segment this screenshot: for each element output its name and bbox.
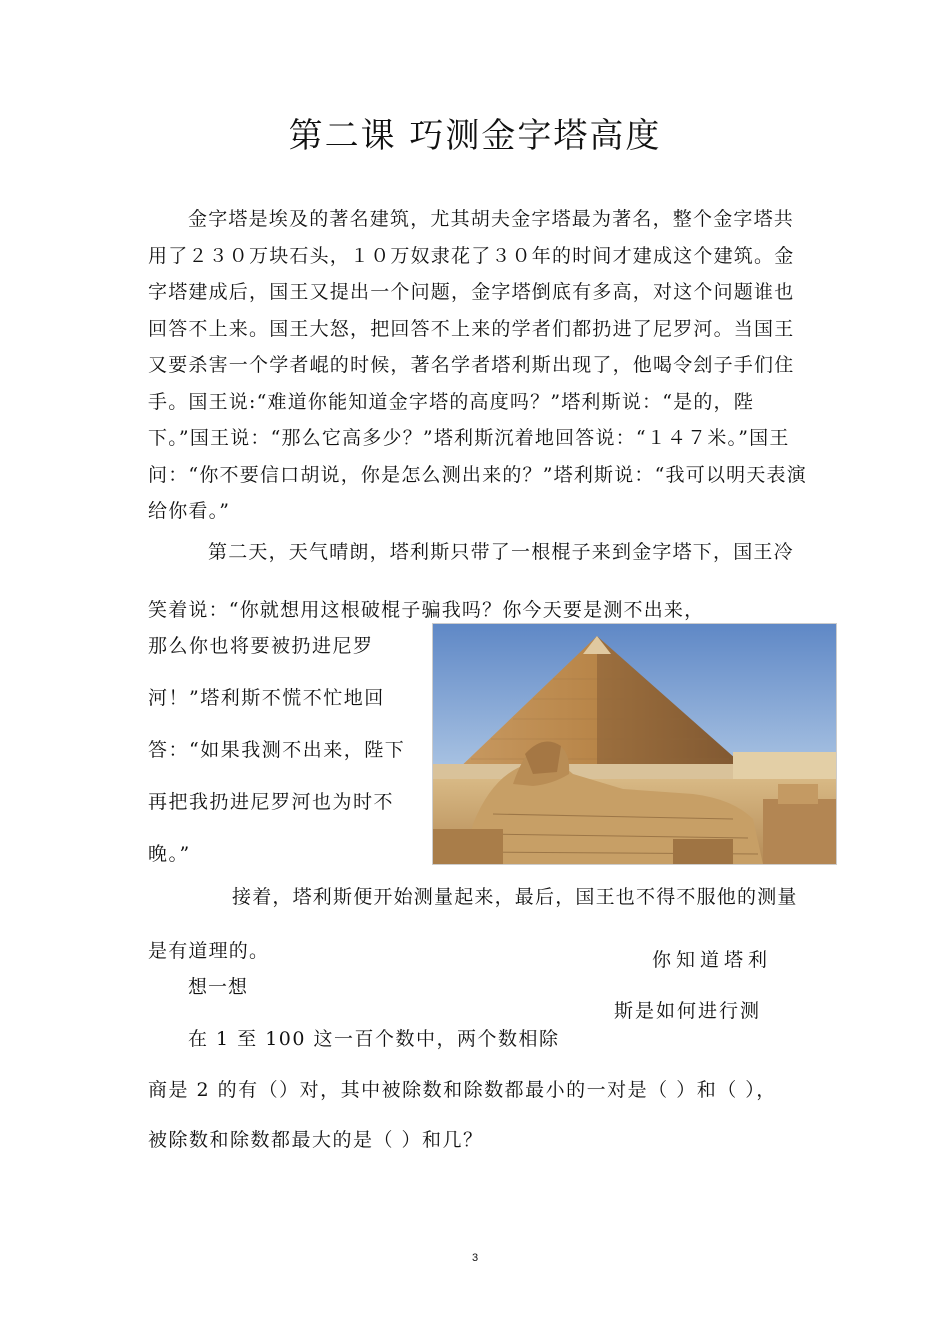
question-line-2: 商是 2 的有（）对，其中被除数和除数都最小的一对是（ ）和（ ）， — [148, 1079, 777, 1101]
think-heading: 想一想 — [188, 976, 249, 998]
page-number: 3 — [471, 1252, 479, 1264]
page-title: 第二课 巧测金字塔高度 — [288, 116, 662, 156]
story-paragraph-2-text: 第二天，天气晴朗，塔利斯只带了一根棍子来到金字塔下，国王冷笑着说：“你就想用这根破棍子骗我吗？你今天要是测不出来， — [148, 541, 794, 621]
story-paragraph-1 — [148, 201, 808, 530]
question-line-3: 被除数和除数都最大的是（ ）和几？ — [148, 1129, 484, 1151]
question-line-1: 在 1 至 100 这一百个数中，两个数相除 — [188, 1028, 560, 1050]
pyramid-sphinx-photo — [432, 623, 837, 865]
side-note-line-1: 你知道塔利 — [652, 949, 773, 971]
story-paragraph-3: 那么你也将要被扔进尼罗河！”塔利斯不慌不忙地回答：“如果我测不出来，陛下再把我扔进尼罗河也为时不晚。” — [148, 635, 406, 865]
story-paragraph-1-text: 金字塔是埃及的著名建筑，尤其胡夫金字塔最为著名，整个金字塔共用了２３０万块石头，１０万奴隶花了３０年的时间才建成这个建筑。金字塔建成后，国王又提出一个问题，金字塔倒底有多高，对这个问题谁也回答不上来。国王大怒，把回答不上来的学者们都扔进了尼罗河。当国王又要杀害一个学者崐的时候，著名学者塔利斯出现了，他喝令刽子手们住手。国王说:“难道你能知道金字塔的高度吗？”塔利斯说：“是的，陛下。”国王说：“那么它高多少？”塔利斯沉着地回答说：“１４７米。”国王问：“你不要信口胡说，你是怎么测出来的？”塔利斯说：“我可以明天表演给你看。” — [148, 208, 807, 522]
story-paragraph-4-text: 接着，塔利斯便开始测量起来，最后，国王也不得不服他的测量是有道理的。 — [148, 886, 798, 962]
side-note-line-2: 斯是如何进行测 — [614, 1000, 762, 1022]
